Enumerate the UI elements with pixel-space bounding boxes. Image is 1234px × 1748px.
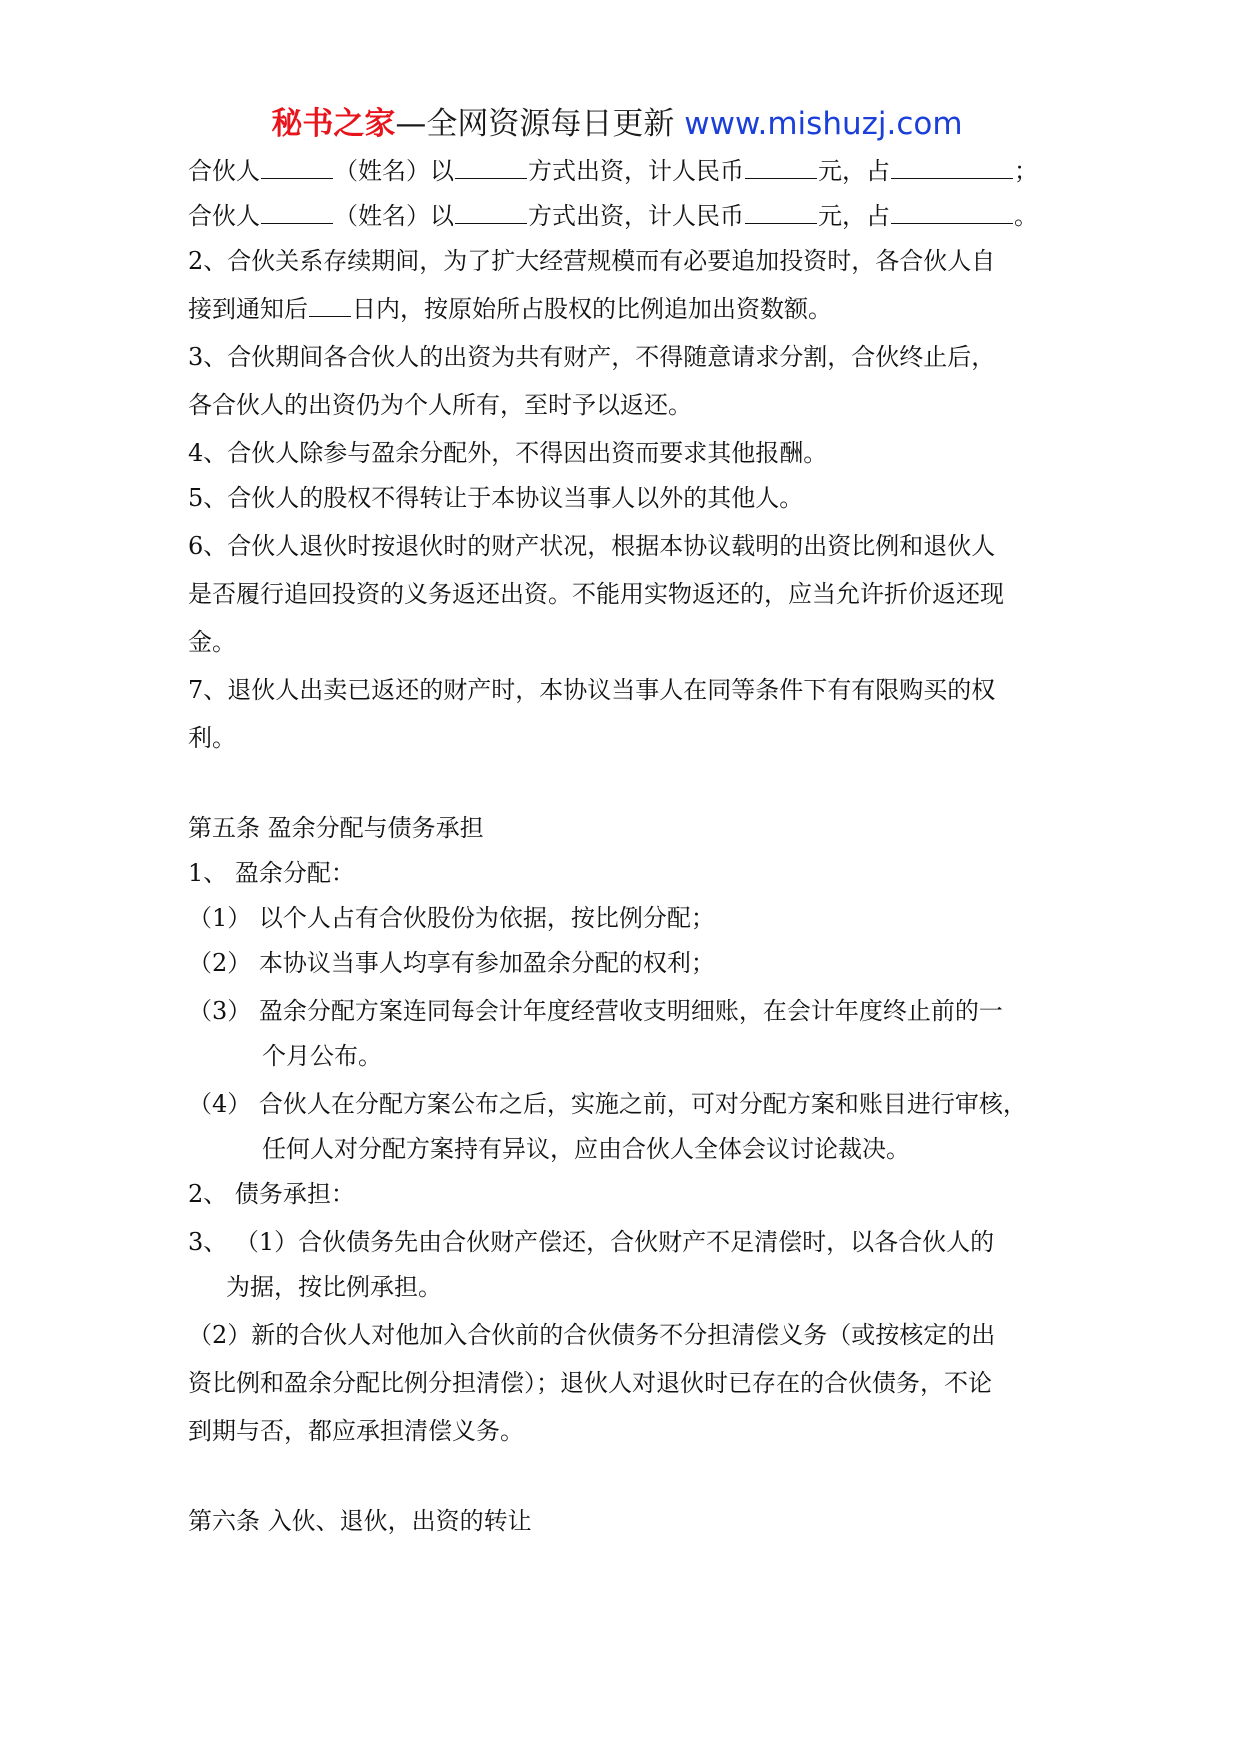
blank-amount <box>745 156 817 179</box>
clause-6-line-1: 6、合伙人退伙时按退伙时的财产状况，根据本协议载明的出资比例和退伙人 <box>188 532 996 560</box>
text-segment: 方式出资，计人民币 <box>528 157 744 185</box>
blank-days <box>309 294 351 317</box>
page-header <box>0 98 1234 143</box>
clause-6-line-3: 金。 <box>188 628 236 656</box>
blank-method <box>455 156 527 179</box>
clause-7-line-2: 利。 <box>188 724 236 752</box>
article-5-heading: 第五条 盈余分配与债务承担 <box>188 814 484 842</box>
header-tagline: —全网资源每日更新 <box>395 106 675 142</box>
blank-method <box>455 201 527 224</box>
text-segment: 日内，按原始所占股权的比例追加出资数额。 <box>352 295 832 323</box>
clause-3-line-2: 各合伙人的出资仍为个人所有，至时予以返还。 <box>188 391 692 419</box>
blank-share <box>891 201 1013 224</box>
debt-item-2-line-2: 资比例和盈余分配比例分担清偿）；退伙人对退伙时已存在的合伙债务，不论 <box>188 1369 992 1397</box>
text-segment: 。 <box>1014 202 1038 230</box>
item-4-line-2: 任何人对分配方案持有异议，应由合伙人全体会议讨论裁决。 <box>262 1135 910 1163</box>
blank-amount <box>745 201 817 224</box>
section-3-line-2: 为据，按比例承担。 <box>226 1273 442 1301</box>
text-segment: 元，占 <box>818 157 890 185</box>
debt-item-2-line-3: 到期与否，都应承担清偿义务。 <box>188 1417 524 1445</box>
clause-2-line-1: 2、合伙关系存续期间，为了扩大经营规模而有必要追加投资时，各合伙人自 <box>188 247 996 275</box>
text-segment: （姓名）以 <box>334 157 454 185</box>
blank-share <box>891 156 1013 179</box>
clause-2-line-2 <box>188 294 832 324</box>
header-brand: 秘书之家 <box>271 106 396 142</box>
item-4-line-1: （4） 合伙人在分配方案公布之后，实施之前，可对分配方案和账目进行审核， <box>188 1090 1027 1118</box>
clause-6-line-2: 是否履行追回投资的义务返还出资。不能用实物返还的，应当允许折价返还现 <box>188 580 1004 608</box>
clause-5: 5、合伙人的股权不得转让于本协议当事人以外的其他人。 <box>188 484 804 512</box>
blank-name <box>261 201 333 224</box>
contribution-line-2 <box>188 201 1038 231</box>
header-url[interactable]: www.mishuzj.com <box>684 106 963 142</box>
clause-4: 4、合伙人除参与盈余分配外，不得因出资而要求其他报酬。 <box>188 439 828 467</box>
text-segment: 合伙人 <box>188 202 260 230</box>
clause-7-line-1: 7、退伙人出卖已返还的财产时，本协议当事人在同等条件下有有限购买的权 <box>188 676 996 704</box>
item-3-line-2: 个月公布。 <box>262 1042 382 1070</box>
article-6-heading: 第六条 入伙、退伙，出资的转让 <box>188 1507 532 1535</box>
item-3-line-1: （3） 盈余分配方案连同每会计年度经营收支明细账，在会计年度终止前的一 <box>188 997 1003 1025</box>
text-segment: （姓名）以 <box>334 202 454 230</box>
text-segment: 方式出资，计人民币 <box>528 202 744 230</box>
text-segment: ； <box>1014 157 1038 185</box>
text-segment: 合伙人 <box>188 157 260 185</box>
contribution-line-1 <box>188 156 1038 186</box>
text-segment: 元，占 <box>818 202 890 230</box>
debt-item-2-line-1: （2）新的合伙人对他加入合伙前的合伙债务不分担清偿义务（或按核定的出 <box>188 1321 996 1349</box>
section-3-line-1: 3、 （1）合伙债务先由合伙财产偿还，合伙财产不足清偿时，以各合伙人的 <box>188 1228 995 1256</box>
section-2-heading: 2、 债务承担： <box>188 1180 355 1208</box>
item-1: （1） 以个人占有合伙股份为依据，按比例分配； <box>188 904 715 932</box>
section-1-heading: 1、 盈余分配： <box>188 859 355 887</box>
text-segment: 接到通知后 <box>188 295 308 323</box>
blank-name <box>261 156 333 179</box>
item-2: （2） 本协议当事人均享有参加盈余分配的权利； <box>188 949 715 977</box>
clause-3-line-1: 3、合伙期间各合伙人的出资为共有财产，不得随意请求分割，合伙终止后， <box>188 343 996 371</box>
